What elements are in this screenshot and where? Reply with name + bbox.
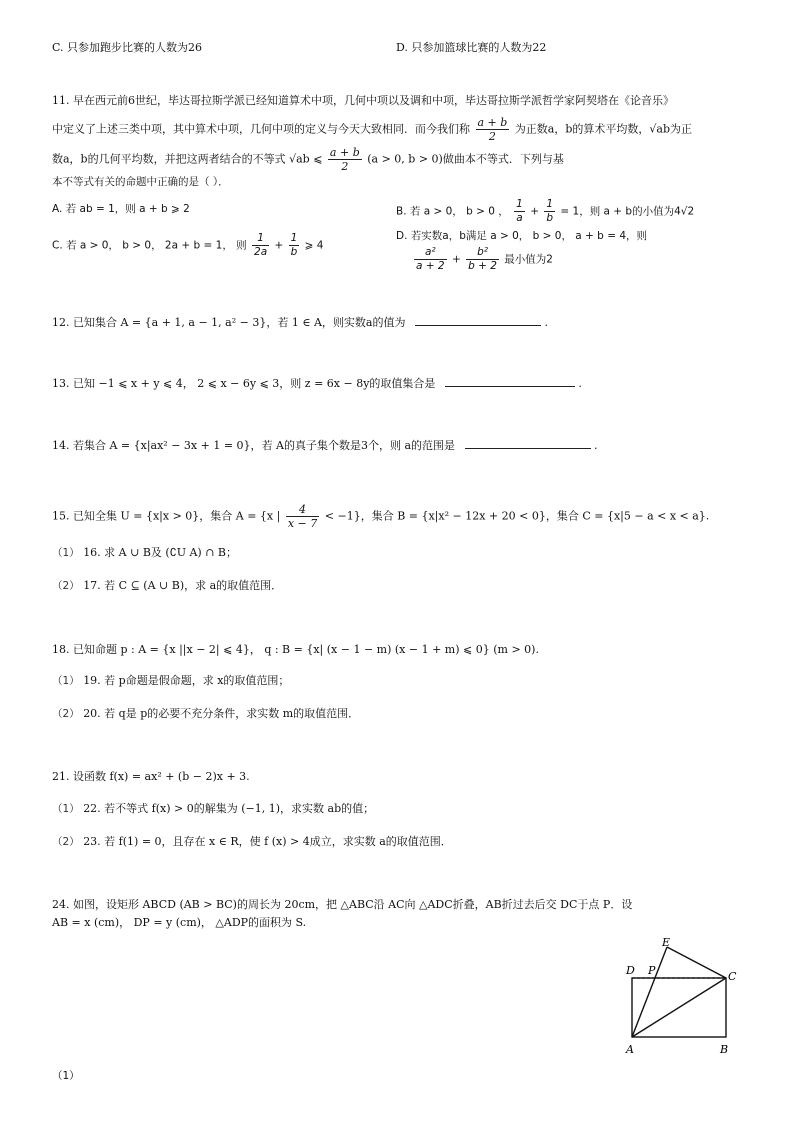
q11-option-d-line-2: $\frac{\text{a²}}{a + 2}$ + $\frac{\text{b²}}{b + 2}$ 最小值为2 [416,246,553,272]
label-a: A [626,1043,634,1056]
q20: （2） 20. 若 q是 p的必要不充分条件，求实数 m的取值范围． [52,707,360,720]
q11-line-3: 数a，b的几何平均数，并把这两者结合的不等式 √ab ⩽ $\frac{a + b}{2}$ (a > 0, b > 0)做曲本不等式．下列与基 [52,146,564,173]
q11-option-b: B. 若 a > 0， b > 0 ， $\frac{1}{a}$ + $\frac{1}{b}$ = 1，则 a + b的小值为4√2 [396,198,695,224]
fraction: $\frac{4}{x - 7}$ [287,503,318,530]
fraction: $\frac{\text{a²}}{a + 2}$ [416,246,445,272]
q24-line-2: AB = x (cm)， DP = y (cm)， △ADP的面积为 S. [52,916,307,929]
segment-ae [632,947,667,1037]
label-d: D [626,964,635,977]
diagonal-ac [632,978,726,1037]
fraction: $\frac{a + b}{2}$ [477,116,508,143]
fraction: $\frac{\text{b²}}{b + 2}$ [468,246,497,272]
q11-option-c: C. 若 a > 0， b > 0， 2a + b = 1， 则 $\frac{1}{2a}$ + $\frac{1}{b}$ ⩾ 4 [52,232,324,258]
answer-blank[interactable] [445,374,575,387]
q10-option-d: D. 只参加篮球比赛的人数为22 [396,41,547,54]
label-e: E [662,936,671,949]
fraction: $\frac{1}{a}$ [516,198,523,224]
q11-option-a: A. 若 ab = 1，则 a + b ⩾ 2 [52,203,190,215]
segment-ec [667,947,726,978]
q17: （2） 17. 若 C ⊆ (A ∪ B)，求 a的取值范围． [52,579,283,592]
fraction: $\frac{1}{b}$ [290,232,298,258]
q10-option-c: C. 只参加跑步比赛的人数为26 [52,41,203,54]
q15: 15. 已知全集 U = {x|x > 0}，集合 A = {x | $\frac{4}{x - 7}$ < −1}，集合 B = {x|x² − 12x + 20 < 0}，集合 C = {x|5 − a < x < a}. [52,503,710,530]
label-c: C [728,970,737,983]
q11-line-1: 11. 早在西元前6世纪，毕达哥拉斯学派已经知道算术中项，几何中项以及调和中项，毕达哥拉斯学派哲学家阿契塔在《论音乐》 [52,94,674,107]
q16: （1） 16. 求 A ∪ B及 (∁U A) ∩ B； [52,546,237,559]
label-b: B [720,1043,729,1056]
q24-line-1: 24. 如图，设矩形 ABCD (AB > BC)的周长为 20cm，把 △ABC沿 AC向 △ADC折叠，AB折过去后交 DC于点 P．设 [52,898,633,911]
answer-blank[interactable] [415,313,541,326]
q11-option-d-line-1: D. 若实数a，b满足 a > 0， b > 0， a + b = 4，则 [396,230,648,242]
fraction: $\frac{a + b}{2}$ [329,146,360,173]
q12: 12. 已知集合 A = {a + 1, a − 1, a² − 3}，若 1 ∈ A，则实数a的值为 . [52,313,548,331]
q11-line-2: 中定义了上述三类中项，其中算术中项，几何中项的定义与今天大致相同．而今我们称 $\frac{a + b}{2}$ 为正数a，b的算术平均数，√ab为正 [52,116,693,143]
fraction: $\frac{1}{2a}$ [254,232,268,258]
q13: 13. 已知 −1 ⩽ x + y ⩽ 4， 2 ⩽ x − 6y ⩽ 3，则 z = 6x − 8y的取值集合是 . [52,374,582,392]
q21: 21. 设函数 f(x) = ax² + (b − 2)x + 3. [52,770,250,783]
folded-rectangle-figure [616,936,746,1060]
q22: （1） 22. 若不等式 f(x) > 0的解集为 (−1, 1)，求实数 ab的值； [52,802,375,815]
answer-blank[interactable] [465,436,591,449]
q23: （2） 23. 若 f(1) = 0，且存在 x ∈ R，使 f (x) > 4成立，求实数 a的取值范围． [52,835,452,848]
fraction: $\frac{1}{b}$ [546,198,554,224]
q19: （1） 19. 若 p命题是假命题，求 x的取值范围； [52,674,290,687]
q24-part-1-label: （1） [52,1070,80,1082]
label-p: P [648,964,656,977]
q18: 18. 已知命题 p : A = {x ||x − 2| ⩽ 4}， q : B = {x| (x − 1 − m) (x − 1 + m) ⩽ 0} (m > 0). [52,643,539,656]
q14: 14. 若集合 A = {x|ax² − 3x + 1 = 0}，若 A的真子集个数是3个，则 a的范围是 . [52,436,598,454]
q11-line-4: 本不等式有关的命题中正确的是（ ）． [52,176,229,188]
